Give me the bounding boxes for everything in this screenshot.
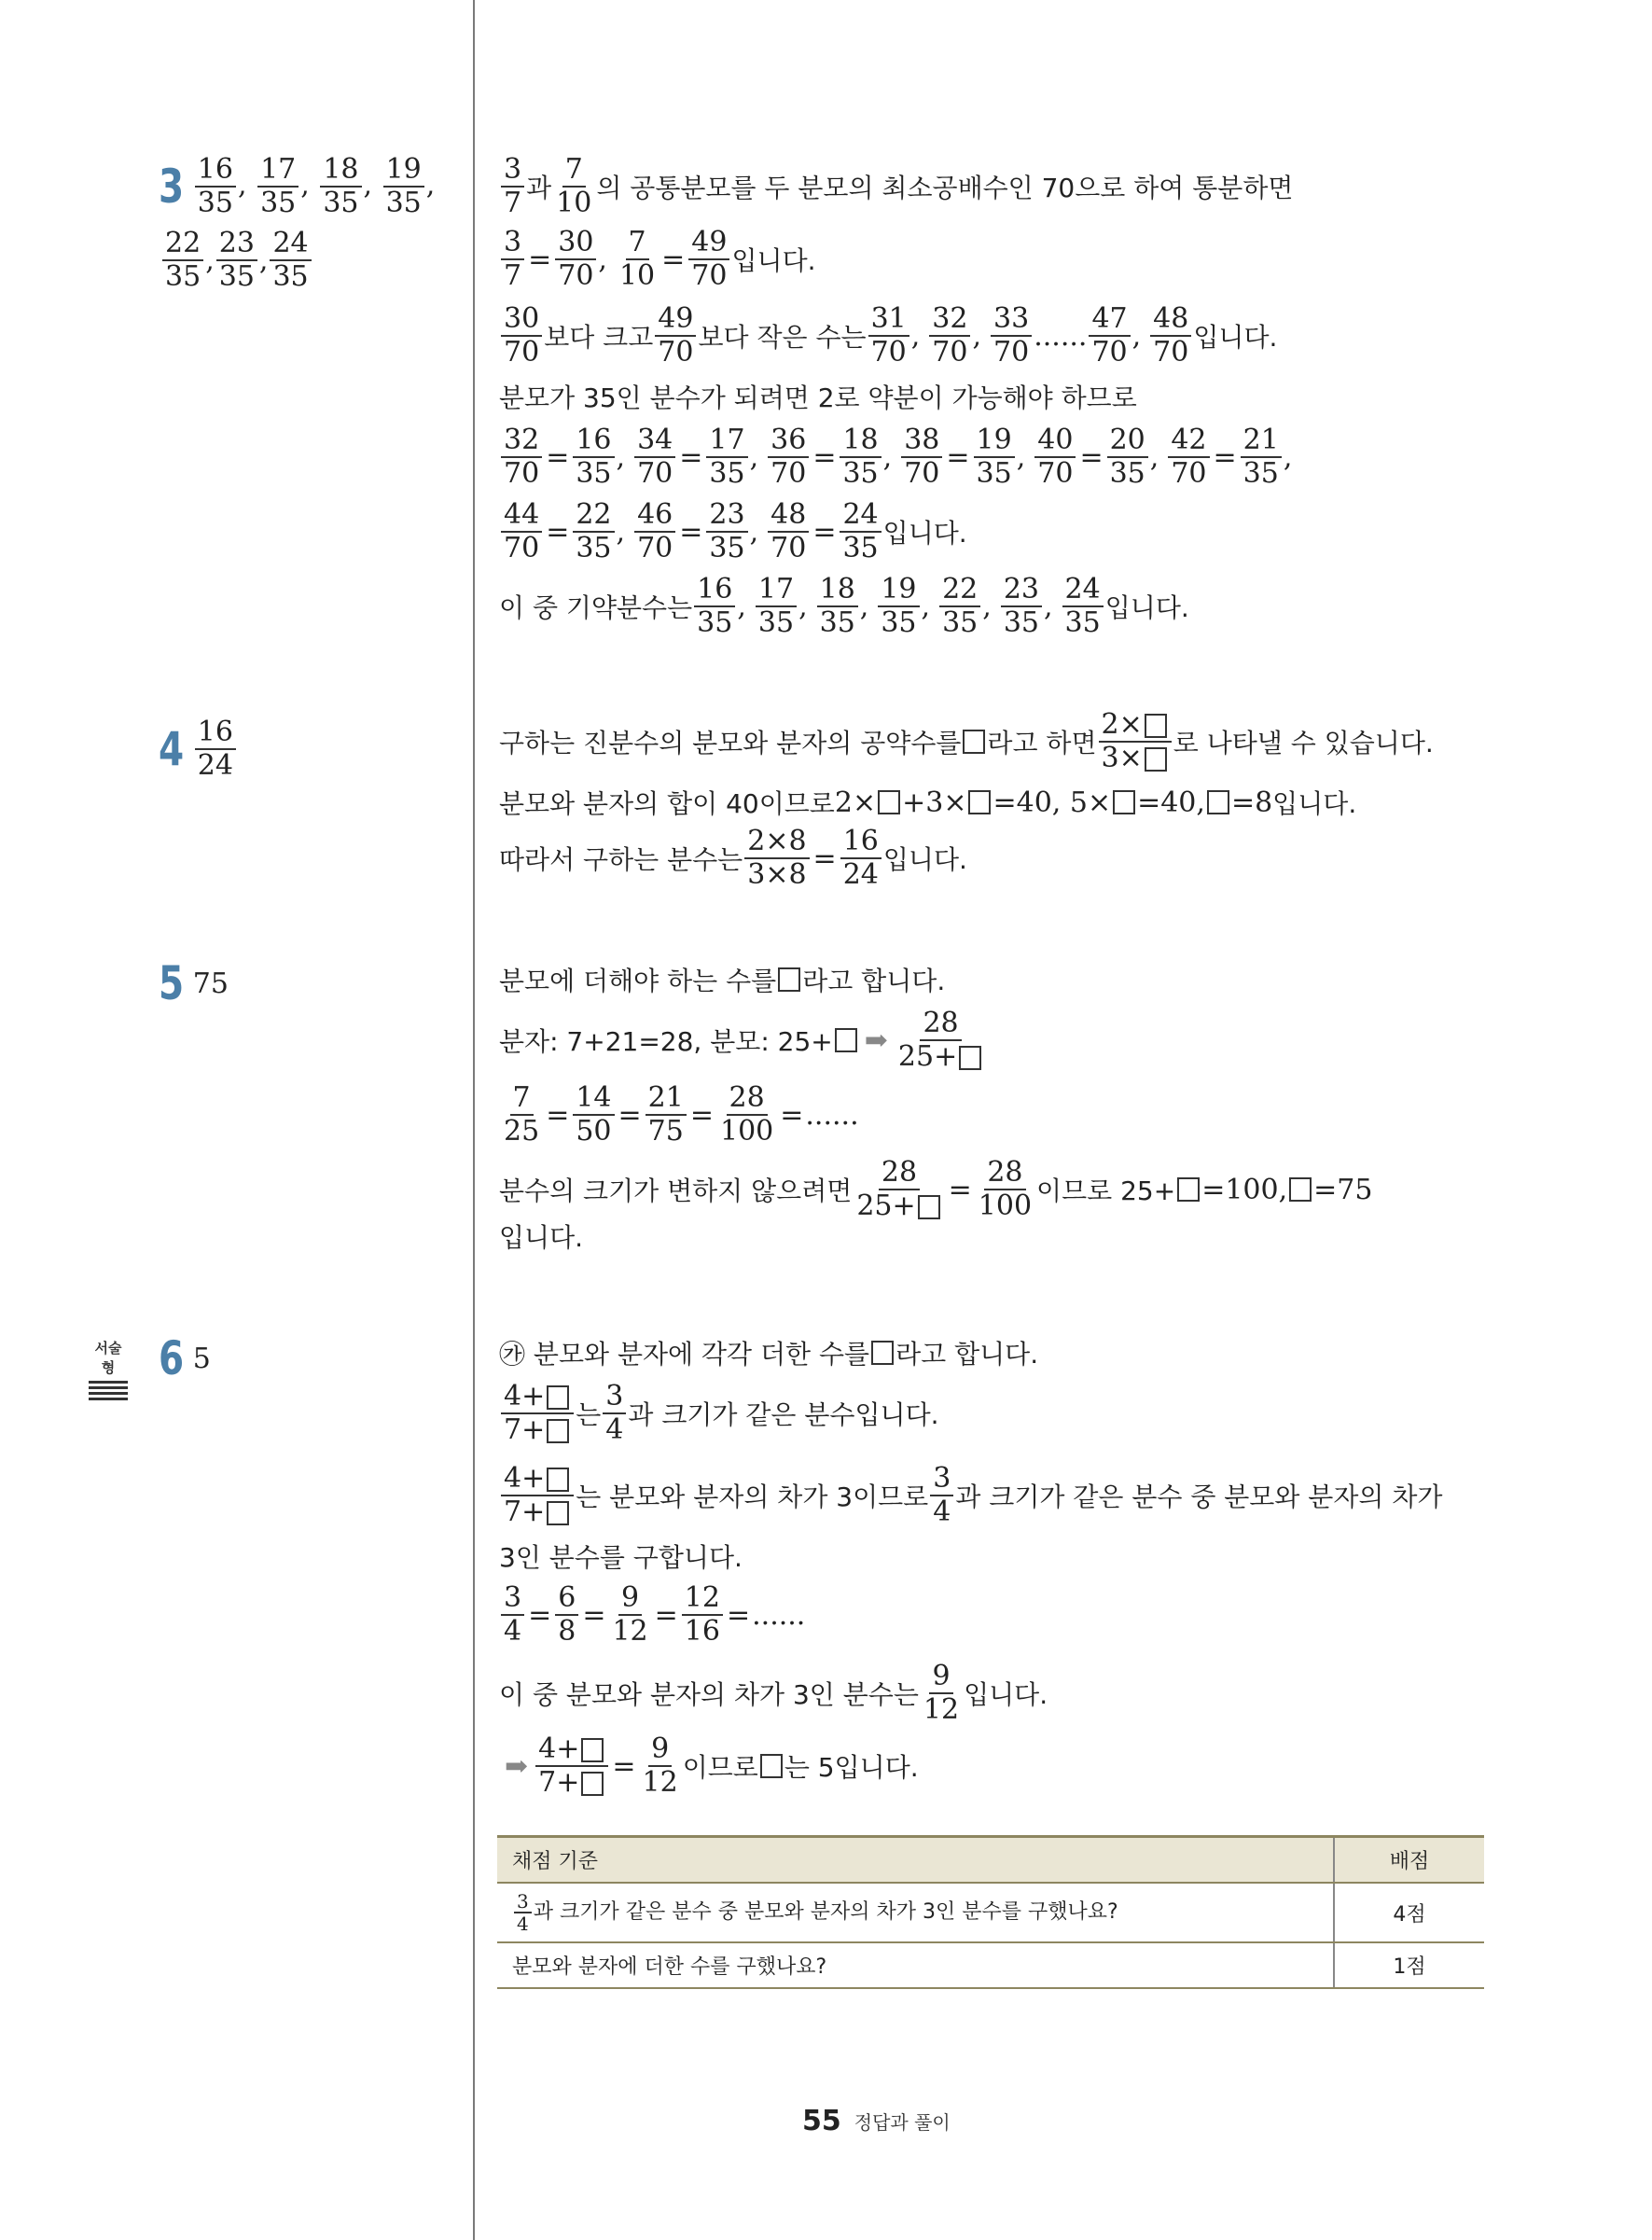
footer-title: 정답과 풀이 xyxy=(854,2111,951,2134)
problem-4-answer: 4 $\frac{16}{24}$ xyxy=(159,717,238,782)
criteria-row-1-score: 4점 xyxy=(1334,1883,1484,1942)
criteria-row-2: 분모와 분자에 더한 수를 구했나요? xyxy=(497,1942,1334,1988)
arrow-icon: ➡ xyxy=(505,1749,529,1783)
exp5-line1-end: 라고 합니다. xyxy=(802,966,946,996)
exp5-line4-d: =75 xyxy=(1313,1173,1373,1206)
tag-lines-icon xyxy=(89,1381,128,1400)
criteria-header: 채점 기준 xyxy=(497,1837,1334,1884)
answer-value: 5 xyxy=(192,1342,211,1375)
answer-value: 75 xyxy=(192,967,229,1000)
table-row xyxy=(497,1883,1484,1942)
problem-number: 6 xyxy=(159,1331,185,1385)
criteria-row-2-score: 1점 xyxy=(1334,1942,1484,1988)
table-header xyxy=(497,1837,1484,1884)
criteria-row-1: $\frac{3}{4}$ 과 크기가 같은 분수 중 분모와 분자의 차가 3인 분수를 구했나요? xyxy=(497,1883,1334,1942)
exp5-line1: 분모에 더해야 하는 수를 xyxy=(499,966,777,996)
descriptive-tag xyxy=(89,1338,128,1403)
arrow-icon: ➡ xyxy=(864,1023,888,1057)
problem-3-answer: 3 $\frac{16}{35}$ , $\frac{17}{35}$ , $\frac{18}{35}$ , $\frac{19}{35}$ , xyxy=(159,153,436,219)
problem-number: 5 xyxy=(159,956,185,1010)
tag-label: 서술형 xyxy=(94,1340,122,1376)
problem-6-answer xyxy=(159,1331,211,1385)
criteria-row-1-text: 과 크기가 같은 분수 중 분모와 분자의 차가 3인 분수를 구했나요? xyxy=(533,1900,1118,1924)
page-number: 55 xyxy=(802,2105,841,2137)
score-header: 배점 xyxy=(1334,1837,1484,1884)
exp5-line2: 분자: 7+21=28, 분모: 25+ xyxy=(499,1026,833,1057)
problem-3-answer-cont: $\frac{22}{35}$ , $\frac{23}{35}$ , $\frac{24}{35}$ xyxy=(160,228,313,293)
page-footer xyxy=(802,2105,951,2137)
exp5-line4: 분수의 크기가 변하지 않으려면 xyxy=(499,1176,853,1206)
exp5-line4-b: 이므로 25+ xyxy=(1036,1176,1176,1206)
problem-5-answer xyxy=(159,956,229,1010)
problem-number: 4 xyxy=(159,722,185,776)
exp5-line5: 입니다. xyxy=(499,1222,584,1253)
exp5-line4-c: =100, xyxy=(1201,1173,1288,1206)
scoring-criteria-table xyxy=(497,1835,1484,1989)
problem-number: 3 xyxy=(159,160,185,214)
column-divider xyxy=(473,0,475,2240)
table-row xyxy=(497,1942,1484,1988)
